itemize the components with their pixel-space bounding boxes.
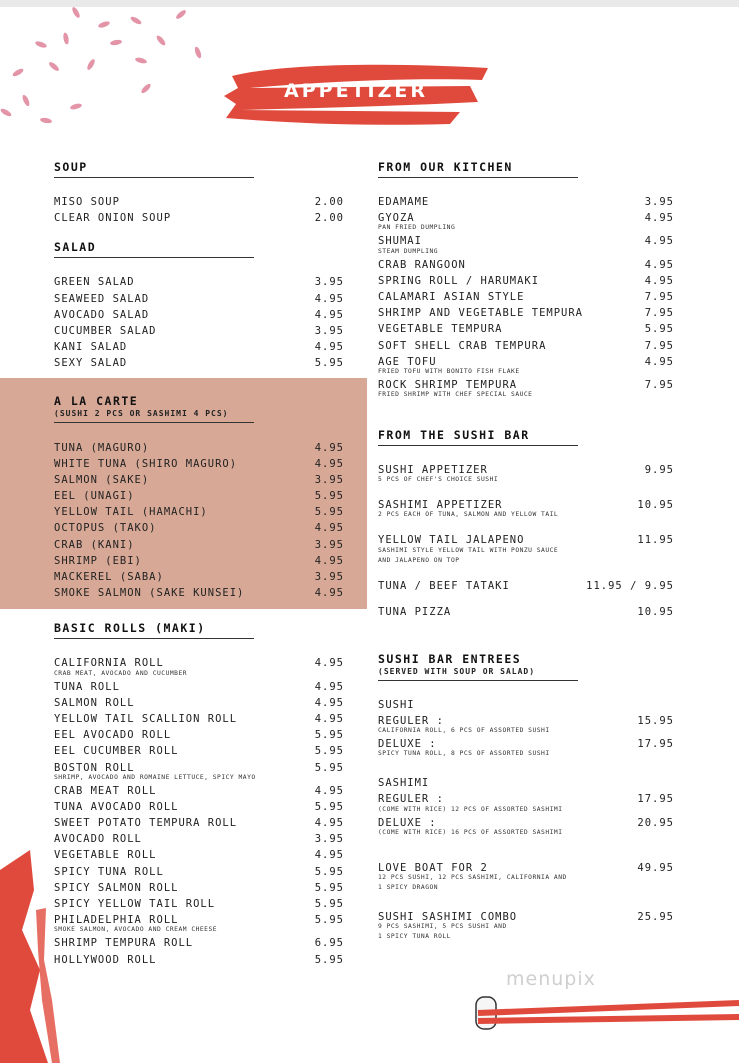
item-price: 4.95 [314, 292, 344, 305]
item-name: AGE TOFU [378, 355, 437, 368]
item-price: 7.95 [644, 307, 674, 320]
item-name: WHITE TUNA (SHIRO MAGURO) [54, 457, 238, 470]
item-price: 9.95 [644, 464, 674, 477]
item-price: 5.95 [314, 490, 344, 503]
item-name: TUNA ROLL [54, 680, 120, 693]
item-name: CLEAR ONION SOUP [54, 212, 172, 225]
item-name: SWEET POTATO TEMPURA ROLL [54, 817, 238, 830]
item-name: TUNA (MAGURO) [54, 441, 150, 454]
item-name: YELLOW TAIL (HAMACHI) [54, 506, 208, 519]
menu-item [54, 743, 344, 759]
item-name: EEL AVOCADO ROLL [54, 729, 172, 742]
item-description: (COME WITH RICE) 16 PCS OF ASSORTED SASHIMI [378, 828, 563, 836]
item-price: 4.95 [644, 235, 674, 248]
item-name: CRAB MEAT ROLL [54, 784, 157, 797]
menu-item [378, 194, 674, 210]
item-name: EEL CUCUMBER ROLL [54, 745, 179, 758]
sashimi-label: SASHIMI [378, 777, 430, 790]
item-name: SEXY SALAD [54, 357, 128, 370]
item-price: 49.95 [637, 861, 674, 874]
menu-item [54, 440, 344, 456]
item-price: 10.95 [637, 499, 674, 512]
item-name: MACKEREL (SABA) [54, 571, 164, 583]
item-price: 4.95 [644, 258, 674, 271]
item-price: 4.95 [314, 712, 344, 725]
item-name: BOSTON ROLL [54, 761, 135, 774]
menu-item [378, 257, 674, 273]
item-name: EEL (UNAGI) [54, 490, 135, 503]
menu-item [54, 679, 344, 695]
menu-item [378, 338, 674, 354]
item-description: SPICY TUNA ROLL, 8 PCS OF ASSORTED SUSHI [378, 750, 550, 758]
menu-item [54, 553, 344, 569]
menu-item [54, 339, 344, 355]
item-name: SPICY SALMON ROLL [54, 881, 179, 894]
item-price: 4.95 [314, 784, 344, 797]
item-price: 3.95 [314, 571, 344, 583]
item-name: TUNA AVOCADO ROLL [54, 800, 179, 813]
item-price: 4.95 [314, 457, 344, 470]
item-price: 5.95 [314, 865, 344, 878]
menu-item [54, 864, 344, 880]
item-name: TUNA PIZZA [378, 605, 452, 618]
item-description: 2 PCS EACH OF TUNA, SALMON AND YELLOW TAIL [378, 511, 559, 519]
item-name: GREEN SALAD [54, 276, 135, 289]
item-name: YELLOW TAIL JALAPENO [378, 534, 525, 547]
item-name: SHRIMP TEMPURA ROLL [54, 937, 194, 950]
item-price: 11.95 [637, 534, 674, 547]
item-price: 4.95 [314, 817, 344, 830]
item-name: CRAB RANGOON [378, 258, 466, 271]
menu-item [54, 880, 344, 896]
item-name: AVOCADO ROLL [54, 833, 142, 846]
item-description: SASHIMI STYLE YELLOW TAIL WITH PONZU SAUCE [378, 546, 559, 554]
item-name: KANI SALAD [54, 341, 128, 354]
a-la-carte-heading: A LA CARTE [54, 393, 139, 408]
chopsticks-icon [470, 985, 739, 1033]
menu-item [54, 952, 344, 968]
menu-item [54, 783, 344, 799]
item-name: SPICY TUNA ROLL [54, 865, 164, 878]
title-banner [220, 58, 492, 130]
item-name: CALAMARI ASIAN STYLE [378, 290, 525, 303]
item-description: SMOKE SALMON, AVOCADO AND CREAM CHEESE [54, 926, 218, 934]
item-name: GYOZA [378, 212, 415, 225]
item-price: 7.95 [644, 339, 674, 352]
item-name: SHRIMP (EBI) [54, 554, 142, 567]
menu-item [378, 273, 674, 289]
item-description: (COME WITH RICE) 12 PCS OF ASSORTED SASHIMI [378, 805, 563, 813]
menu-item [378, 289, 674, 305]
item-name: AVOCADO SALAD [54, 308, 150, 321]
item-name: SUSHI APPETIZER [378, 464, 488, 477]
item-price: 5.95 [314, 357, 344, 370]
item-price: 10.95 [637, 605, 674, 618]
item-description: 1 SPICY TUNA ROLL [378, 933, 451, 941]
item-price: 7.95 [644, 378, 674, 391]
item-price: 3.95 [644, 196, 674, 208]
menu-item [54, 935, 344, 951]
item-name: SUSHI SASHIMI COMBO [378, 910, 518, 923]
item-price: 5.95 [314, 881, 344, 894]
item-price: 5.95 [314, 729, 344, 742]
watermark: menupix [506, 968, 596, 990]
menu-item [54, 585, 344, 601]
entrees-subheading: (SERVED WITH SOUP OR SALAD) [378, 666, 578, 681]
item-name: SMOKE SALMON (SAKE KUNSEI) [54, 587, 245, 600]
menu-item [54, 194, 344, 210]
item-description: 9 PCS SASHIMI, 5 PCS SUSHI AND [378, 923, 507, 931]
item-name: SHRIMP AND VEGETABLE TEMPURA [378, 307, 584, 320]
menu-item [54, 711, 344, 727]
a-la-carte-subheading: (SUSHI 2 PCS OR SASHIMI 4 PCS) [54, 408, 254, 423]
item-price: 3.95 [314, 473, 344, 486]
item-name: DELUXE : [378, 816, 437, 829]
menu-item [54, 896, 344, 912]
item-name: VEGETABLE ROLL [54, 849, 157, 862]
item-name: MISO SOUP [54, 196, 120, 208]
item-price: 4.95 [644, 355, 674, 368]
item-price: 3.95 [314, 833, 344, 846]
item-price: 3.95 [314, 538, 344, 551]
menu-item [378, 578, 674, 594]
a-la-carte-list [54, 440, 344, 602]
item-price: 7.95 [644, 290, 674, 303]
menu-item [54, 569, 344, 585]
item-price: 4.95 [314, 680, 344, 693]
item-name: SEAWEED SALAD [54, 292, 150, 305]
basic-rolls-list [54, 655, 344, 967]
page-title: APPETIZER [284, 80, 428, 102]
menu-item [54, 210, 344, 226]
item-price: 4.95 [314, 849, 344, 862]
item-name: VEGETABLE TEMPURA [378, 323, 503, 336]
item-price: 4.95 [314, 657, 344, 670]
item-name: SALMON (SAKE) [54, 473, 150, 486]
menu-item [54, 355, 344, 371]
item-price: 25.95 [637, 910, 674, 923]
item-name: SPRING ROLL / HARUMAKI [378, 274, 540, 287]
menu-item [54, 847, 344, 863]
item-description: FRIED TOFU WITH BONITO FISH FLAKE [378, 367, 520, 375]
item-name: CALIFORNIA ROLL [54, 657, 164, 670]
item-price: 4.95 [314, 587, 344, 600]
item-price: 15.95 [637, 715, 674, 727]
menu-item [54, 291, 344, 307]
menu-item [54, 831, 344, 847]
item-name: YELLOW TAIL SCALLION ROLL [54, 712, 238, 725]
item-price: 4.95 [314, 308, 344, 321]
right-column [378, 160, 674, 942]
item-price: 4.95 [314, 441, 344, 454]
sushi-label: SUSHI [378, 699, 415, 711]
kitchen-heading: FROM OUR KITCHEN [378, 160, 578, 178]
menu-item [378, 604, 674, 620]
basic-rolls-heading: BASIC ROLLS (MAKI) [54, 621, 254, 639]
item-name: SPICY YELLOW TAIL ROLL [54, 898, 216, 910]
menu-item [54, 537, 344, 553]
menu-item [54, 520, 344, 536]
item-name: HOLLYWOOD ROLL [54, 953, 157, 966]
item-price: 11.95 / 9.95 [586, 579, 674, 592]
item-description: SHRIMP, AVOCADO AND ROMAINE LETTUCE, SPICY MAYO [54, 773, 256, 781]
menu-item [54, 274, 344, 290]
item-price: 4.95 [314, 696, 344, 709]
item-name: SHUMAI [378, 235, 422, 248]
entrees-heading: SUSHI BAR ENTREES [378, 652, 522, 666]
item-price: 3.95 [314, 276, 344, 289]
menu-item [54, 307, 344, 323]
item-name: REGULER : [378, 715, 444, 727]
menu-item [378, 321, 674, 337]
item-name: OCTOPUS (TAKO) [54, 522, 157, 535]
brush-stroke-decoration [0, 850, 80, 1063]
item-name: EDAMAME [378, 196, 430, 208]
item-price: 17.95 [637, 793, 674, 806]
item-price: 5.95 [314, 953, 344, 966]
item-price: 4.95 [314, 341, 344, 354]
left-column [54, 160, 344, 968]
item-price: 5.95 [314, 761, 344, 774]
item-name: SALMON ROLL [54, 696, 135, 709]
menu-item [54, 504, 344, 520]
item-name: LOVE BOAT FOR 2 [378, 861, 488, 874]
item-name: CUCUMBER SALAD [54, 324, 157, 337]
menu-item [54, 815, 344, 831]
item-price: 5.95 [314, 800, 344, 813]
menu-item [54, 456, 344, 472]
item-description: FRIED SHRIMP WITH CHEF SPECIAL SAUCE [378, 391, 533, 399]
item-price: 5.95 [314, 914, 344, 927]
soup-list [54, 194, 344, 226]
item-price: 2.00 [314, 212, 344, 225]
item-name: SOFT SHELL CRAB TEMPURA [378, 339, 547, 352]
item-description: AND JALAPENO ON TOP [378, 556, 460, 564]
menu-item [54, 799, 344, 815]
item-description: STEAM DUMPLING [378, 247, 439, 255]
item-price: 4.95 [314, 554, 344, 567]
sushi-bar-heading: FROM THE SUSHI BAR [378, 428, 578, 446]
item-name: DELUXE : [378, 738, 437, 751]
top-bar [0, 0, 739, 7]
item-name: SASHIMI APPETIZER [378, 499, 503, 512]
item-price: 17.95 [637, 738, 674, 751]
item-name: TUNA / BEEF TATAKI [378, 579, 510, 592]
kitchen-list [378, 194, 674, 399]
item-price: 5.95 [314, 745, 344, 758]
menu-item [54, 727, 344, 743]
soup-heading: SOUP [54, 160, 254, 178]
item-name: PHILADELPHIA ROLL [54, 914, 179, 927]
item-description: 1 SPICY DRAGON [378, 883, 439, 891]
item-name: ROCK SHRIMP TEMPURA [378, 378, 518, 391]
sushi-bar-list [378, 462, 674, 630]
item-price: 20.95 [637, 816, 674, 829]
menu-item [378, 305, 674, 321]
item-description: CALIFORNIA ROLL, 6 PCS OF ASSORTED SUSHI [378, 727, 550, 735]
salad-list [54, 274, 344, 371]
item-name: CRAB (KANI) [54, 538, 135, 551]
item-price: 3.95 [314, 324, 344, 337]
item-price: 5.95 [644, 323, 674, 336]
item-price: 4.95 [314, 522, 344, 535]
item-price: 5.95 [314, 506, 344, 519]
item-description: 12 PCS SUSHI, 12 PCS SASHIMI, CALIFORNIA AND [378, 873, 567, 881]
item-price: 2.00 [314, 196, 344, 208]
item-description: CRAB MEAT, AVOCADO AND CUCUMBER [54, 669, 188, 677]
item-price: 4.95 [644, 212, 674, 225]
item-price: 5.95 [314, 898, 344, 910]
salad-heading: SALAD [54, 240, 254, 258]
item-description: 5 PCS OF CHEF'S CHOICE SUSHI [378, 476, 499, 484]
menu-item [54, 472, 344, 488]
item-name: REGULER : [378, 793, 444, 806]
item-price: 4.95 [644, 274, 674, 287]
item-price: 6.95 [314, 937, 344, 950]
menu-item [54, 488, 344, 504]
menu-item [54, 323, 344, 339]
menu-item [54, 695, 344, 711]
item-description: PAN FRIED DUMPLING [378, 224, 456, 232]
